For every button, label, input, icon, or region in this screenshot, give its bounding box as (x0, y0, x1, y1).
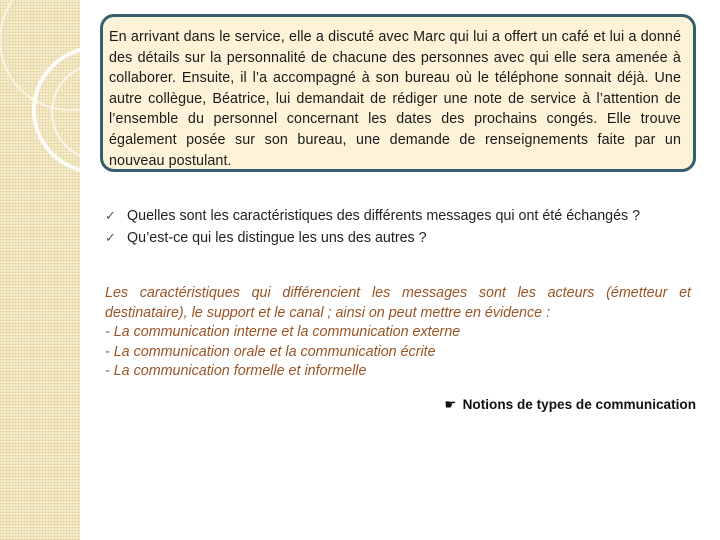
question-text: Qu’est-ce qui les distingue les uns des autres ? (127, 230, 427, 246)
answer-item: - La communication interne et la communication externe (105, 324, 461, 341)
question-text: Quelles sont les caractéristiques des différents messages qui ont été échangés ? (127, 208, 641, 224)
context-paragraph: En arrivant dans le service, elle a discuté avec Marc qui lui a offert un café et lui a donné des détails sur la personnalité de chacune des personnes avec qui elle sera amenée à collaborer. Ensuite, il l’a accompagné à son bureau où le téléphone sonnait déjà. Une autre collègue, Béatrice, lui demandait de rédiger une note de service à l’attention de l’ensemble du personnel concernant les dates des prochains congés. Elle trouve également posée sur son bureau, une demande de renseignements faite par un nouveau postulant. (109, 29, 681, 169)
question-list (105, 205, 691, 249)
decorative-side-strip (0, 0, 80, 540)
pointing-hand-icon: ☛ (444, 397, 457, 412)
checkmark-icon: ✓ (105, 208, 116, 223)
notions-label: Notions de types de communication (462, 397, 696, 412)
answer-intro: Les caractéristiques qui différencient les messages sont les acteurs (émetteur et destinataire), le support et le canal ; ainsi on peut mettre en évidence : (105, 285, 691, 321)
question-item (105, 227, 691, 249)
notions-footer (444, 397, 696, 413)
checkmark-icon: ✓ (105, 230, 116, 245)
answer-block (105, 284, 691, 382)
context-text-box (100, 14, 696, 172)
answer-item: - La communication formelle et informelle (105, 363, 367, 380)
question-item (105, 205, 691, 227)
answer-item: - La communication orale et la communication écrite (105, 343, 436, 360)
